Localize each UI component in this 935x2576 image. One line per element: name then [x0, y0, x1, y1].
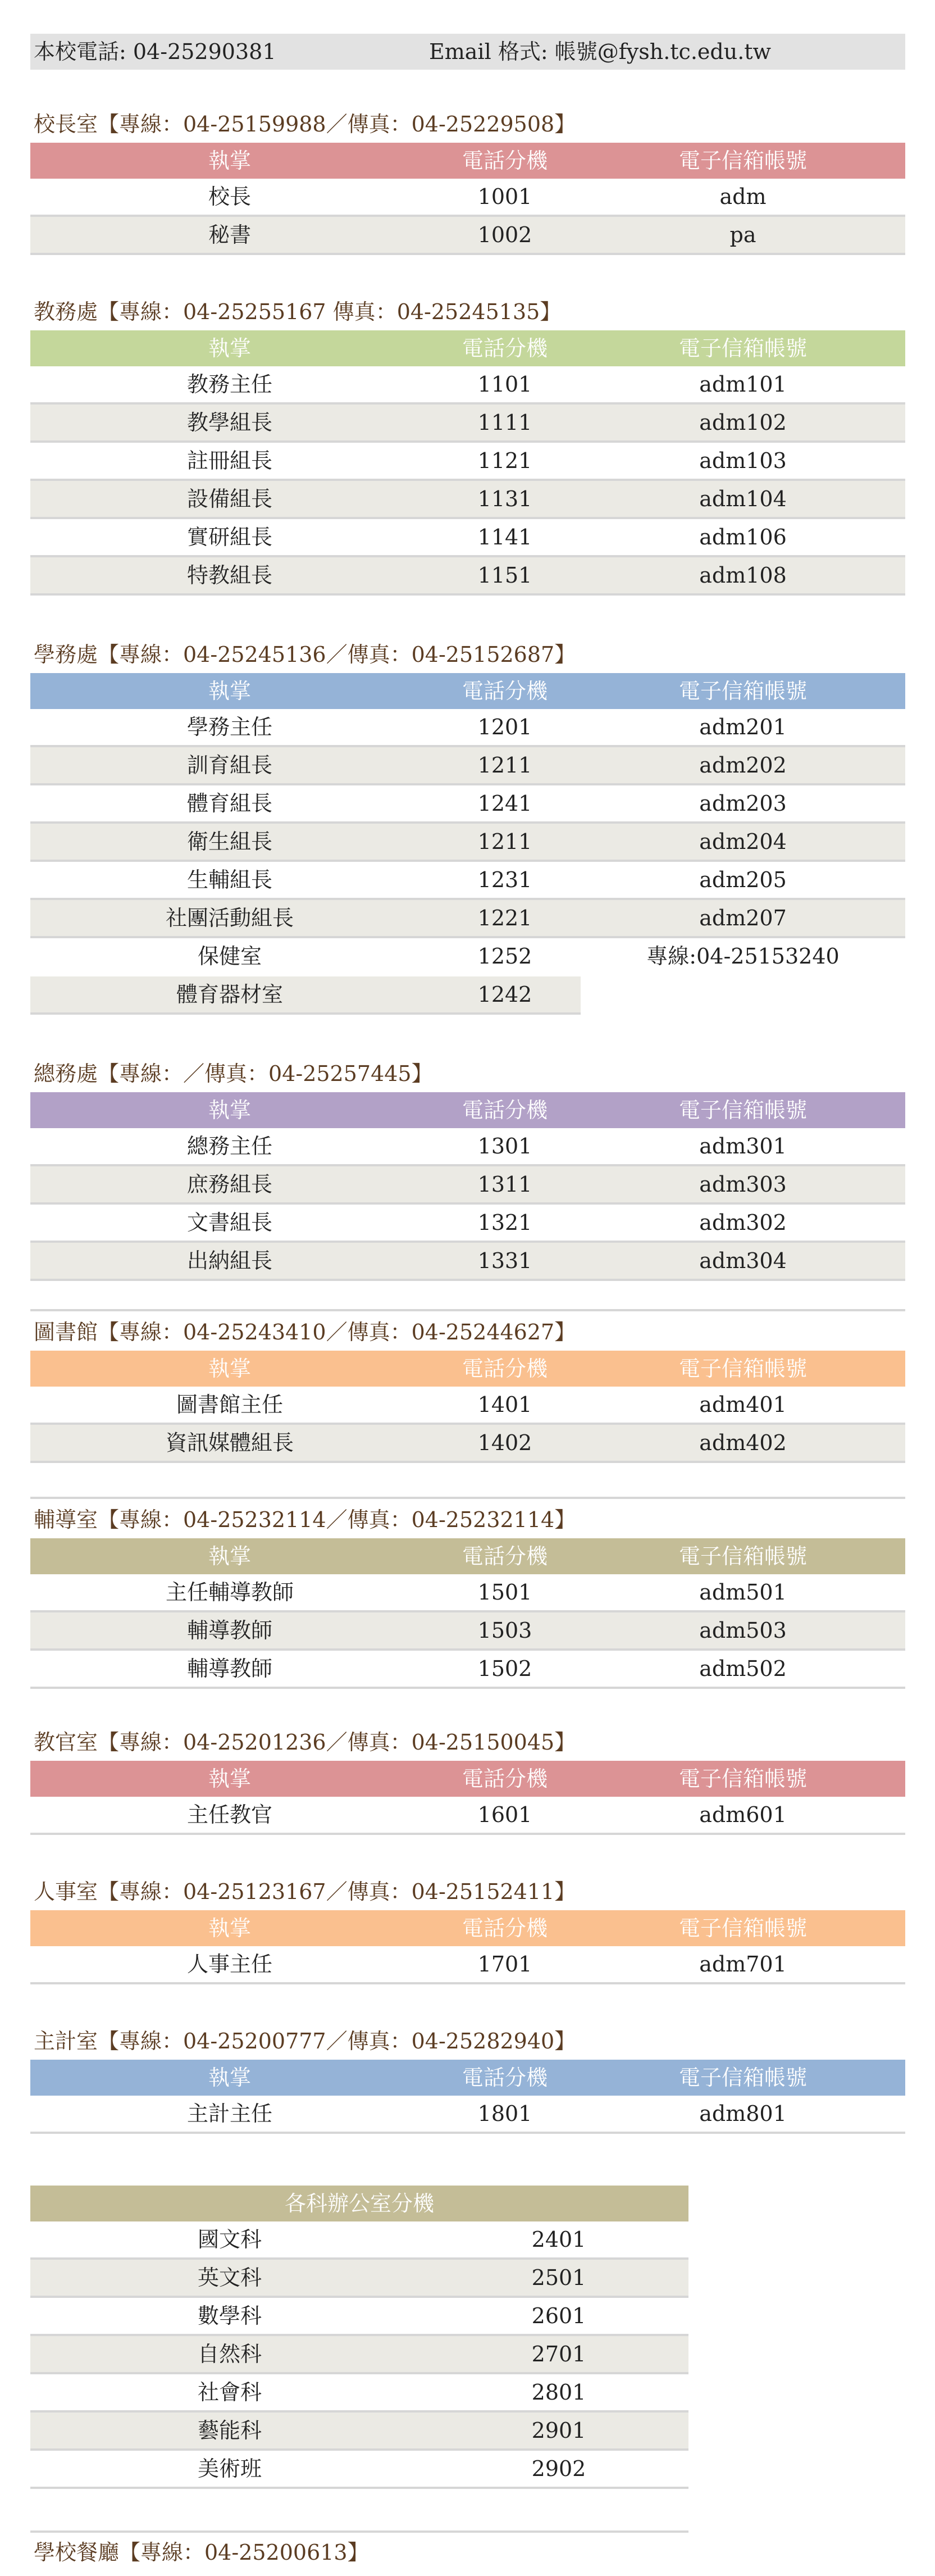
cell-ext: 1151	[477, 563, 532, 588]
cell-ext: 1502	[477, 1656, 532, 1681]
table-row	[30, 217, 905, 255]
divider	[30, 1309, 905, 1311]
cell-role: 輔導教師	[186, 1656, 272, 1681]
table-row	[30, 976, 905, 1015]
col-role-header: 執掌	[208, 1916, 251, 1941]
cell-mail: adm401	[699, 1392, 787, 1417]
cell-role: 學務主任	[186, 715, 272, 739]
col-role-header: 執掌	[208, 1098, 251, 1123]
table-row	[30, 2451, 688, 2489]
cell-mail: adm801	[699, 2101, 787, 2126]
cell-ext: 1001	[477, 184, 532, 209]
table-academic	[30, 330, 905, 596]
cell-ext: 1231	[477, 867, 532, 892]
col-mail-header: 電子信箱帳號	[678, 148, 807, 173]
cell-role: 圖書館主任	[176, 1392, 283, 1417]
section-title-personnel: 人事室【專線：04-25123167／傳真：04-25152411】	[34, 1879, 576, 1904]
cell-mail: 專線:04-25153240	[646, 944, 840, 969]
cell-ext: 2701	[531, 2342, 586, 2366]
cell-ext: 2901	[531, 2418, 586, 2443]
cell-role: 生輔組長	[186, 867, 272, 892]
cell-mail: adm601	[699, 1802, 787, 1827]
table-row	[30, 2298, 688, 2336]
col-role-header: 執掌	[208, 1356, 251, 1381]
cell-mail: adm503	[699, 1618, 787, 1643]
section-title-cafeteria: 學校餐廳【專線：04-25200613】	[34, 2540, 369, 2565]
col-ext-header: 電話分機	[462, 1766, 548, 1791]
cell-mail: adm207	[699, 906, 787, 930]
cell-ext: 2601	[531, 2304, 586, 2328]
cell-role: 體育組長	[186, 791, 272, 816]
section-title-military: 教官室【專線：04-25201236／傳真：04-25150045】	[34, 1730, 576, 1755]
cell-ext: 1701	[477, 1952, 532, 1977]
divider	[30, 1497, 905, 1499]
table-header	[30, 143, 905, 179]
cell-ext: 1201	[477, 715, 532, 739]
table-row	[30, 2096, 905, 2134]
cell-role: 特教組長	[186, 563, 272, 588]
cell-ext: 1101	[477, 372, 532, 397]
table-row	[30, 785, 905, 824]
cell-role: 資訊媒體組長	[165, 1430, 294, 1455]
table-row	[30, 557, 905, 596]
cell-mail: adm106	[699, 525, 787, 549]
cell-mail: adm201	[699, 715, 787, 739]
cell-role: 總務主任	[186, 1134, 272, 1158]
cell-mail: adm108	[699, 563, 787, 588]
cell-ext: 1211	[477, 753, 532, 778]
table-library	[30, 1351, 905, 1463]
cell-ext: 1321	[477, 1210, 532, 1235]
col-mail-header: 電子信箱帳號	[678, 1916, 807, 1941]
table-row	[30, 1387, 905, 1425]
table-row	[30, 1243, 905, 1281]
cell-ext: 1252	[477, 944, 532, 969]
section-title-principal: 校長室【專線：04-25159988／傳真：04-25229508】	[34, 112, 576, 137]
table-row	[30, 862, 905, 900]
cell-mail: adm502	[699, 1656, 787, 1681]
table-row	[30, 1797, 905, 1835]
subjects-title: 各科辦公室分機	[284, 2191, 434, 2216]
col-ext-header: 電話分機	[462, 679, 548, 703]
cell-mail: adm203	[699, 791, 787, 816]
cell-role: 自然科	[197, 2342, 262, 2366]
cell-role: 衛生組長	[186, 829, 272, 854]
cell-ext: 1141	[477, 525, 532, 549]
cell-mail: adm303	[699, 1172, 787, 1197]
col-ext-header: 電話分機	[462, 1544, 548, 1569]
cell-ext: 1242	[429, 976, 581, 1015]
table-header	[30, 330, 905, 366]
cell-ext: 1331	[477, 1248, 532, 1273]
col-role-header: 執掌	[208, 148, 251, 173]
table-principal	[30, 143, 905, 255]
table-row	[30, 1205, 905, 1243]
table-row	[30, 1425, 905, 1463]
cell-ext: 1221	[477, 906, 532, 930]
col-mail-header: 電子信箱帳號	[678, 679, 807, 703]
cell-ext: 2801	[531, 2380, 586, 2405]
cell-mail: adm301	[699, 1134, 787, 1158]
cell-ext: 2902	[531, 2456, 586, 2481]
table-general	[30, 1092, 905, 1281]
table-row	[30, 938, 905, 976]
cell-role: 體育器材室	[30, 976, 429, 1015]
cell-mail: adm102	[699, 410, 787, 435]
table-row	[30, 2336, 688, 2374]
section-title-academic: 教務處【專線：04-25255167 傳真：04-25245135】	[34, 299, 562, 324]
cell-ext: 1211	[477, 829, 532, 854]
cell-role: 英文科	[197, 2265, 262, 2290]
cell-mail: adm204	[699, 829, 787, 854]
table-row	[30, 709, 905, 747]
table-header	[30, 1092, 905, 1128]
cell-role: 美術班	[197, 2456, 262, 2481]
table-row	[30, 2374, 688, 2413]
table-row	[30, 519, 905, 557]
cell-ext: 1402	[477, 1430, 532, 1455]
table-header	[30, 1538, 905, 1574]
cell-ext: 1401	[477, 1392, 532, 1417]
section-title-general: 總務處【專線：／傳真：04-25257445】	[34, 1061, 433, 1086]
table-row	[30, 1651, 905, 1689]
cell-role: 教務主任	[186, 372, 272, 397]
cell-role: 秘書	[208, 222, 251, 247]
cell-role: 庶務組長	[186, 1172, 272, 1197]
table-military	[30, 1761, 905, 1835]
table-row	[30, 1946, 905, 1984]
col-ext-header: 電話分機	[462, 336, 548, 361]
col-role-header: 執掌	[208, 336, 251, 361]
cell-ext: 1131	[477, 487, 532, 511]
cell-ext: 2501	[531, 2265, 586, 2290]
cell-ext: 1121	[477, 448, 532, 473]
cell-ext: 1503	[477, 1618, 532, 1643]
col-ext-header: 電話分機	[462, 1916, 548, 1941]
col-mail-header: 電子信箱帳號	[678, 1766, 807, 1791]
cell-role: 藝能科	[197, 2418, 262, 2443]
table-counsel	[30, 1538, 905, 1689]
cell-mail: adm302	[699, 1210, 787, 1235]
cell-role: 社會科	[197, 2380, 262, 2405]
cell-role: 國文科	[197, 2227, 262, 2252]
cell-role: 主任輔導教師	[165, 1580, 294, 1605]
col-role-header: 執掌	[208, 2065, 251, 2090]
cell-ext: 1111	[477, 410, 532, 435]
col-mail-header: 電子信箱帳號	[678, 1544, 807, 1569]
table-header	[30, 1351, 905, 1387]
cell-ext: 1501	[477, 1580, 532, 1605]
col-mail-header: 電子信箱帳號	[678, 1356, 807, 1381]
cell-mail: adm	[719, 184, 767, 209]
section-title-accounting: 主計室【專線：04-25200777／傳真：04-25282940】	[34, 2029, 576, 2053]
table-header	[30, 2186, 688, 2221]
cell-role: 註冊組長	[186, 448, 272, 473]
cell-role: 人事主任	[186, 1952, 272, 1977]
col-role-header: 執掌	[208, 1766, 251, 1791]
table-header	[30, 1910, 905, 1946]
cell-role: 文書組長	[186, 1210, 272, 1235]
cell-mail: adm104	[699, 487, 787, 511]
table-row	[30, 481, 905, 519]
col-ext-header: 電話分機	[462, 2065, 548, 2090]
table-subjects	[30, 2186, 688, 2489]
table-row	[30, 900, 905, 938]
table-header	[30, 2060, 905, 2096]
cell-ext: 1801	[477, 2101, 532, 2126]
col-role-header: 執掌	[208, 1544, 251, 1569]
cell-role: 實研組長	[186, 525, 272, 549]
cell-mail: adm205	[699, 867, 787, 892]
table-row	[30, 824, 905, 862]
table-row	[30, 179, 905, 217]
cell-role: 數學科	[197, 2304, 262, 2328]
table-personnel	[30, 1910, 905, 1984]
cell-mail: adm202	[699, 753, 787, 778]
table-row	[30, 366, 905, 405]
table-row	[30, 1574, 905, 1612]
cell-role: 保健室	[197, 944, 262, 969]
cell-mail: adm101	[699, 372, 787, 397]
col-mail-header: 電子信箱帳號	[678, 2065, 807, 2090]
col-ext-header: 電話分機	[462, 1098, 548, 1123]
section-title-counsel: 輔導室【專線：04-25232114／傳真：04-25232114】	[34, 1507, 576, 1532]
cell-role: 出納組長	[186, 1248, 272, 1273]
section-title-library: 圖書館【專線：04-25243410／傳真：04-25244627】	[34, 1320, 576, 1344]
cell-mail: adm701	[699, 1952, 787, 1977]
table-row	[30, 405, 905, 443]
cell-mail: pa	[729, 222, 756, 247]
school-phone: 本校電話: 04-25290381	[34, 39, 276, 64]
table-row	[30, 2221, 688, 2260]
table-header	[30, 1761, 905, 1797]
table-row	[30, 747, 905, 785]
table-row	[30, 2413, 688, 2451]
table-row	[30, 443, 905, 481]
cell-ext: 1002	[477, 222, 532, 247]
cell-role: 輔導教師	[186, 1618, 272, 1643]
table-student	[30, 673, 905, 1015]
cell-role: 教學組長	[186, 410, 272, 435]
cell-role: 主計主任	[186, 2101, 272, 2126]
cell-role: 設備組長	[186, 487, 272, 511]
cell-mail: adm304	[699, 1248, 787, 1273]
col-ext-header: 電話分機	[462, 148, 548, 173]
cell-mail	[581, 976, 905, 1015]
cell-mail: adm501	[699, 1580, 787, 1605]
table-row	[30, 1128, 905, 1166]
cell-mail: adm402	[699, 1430, 787, 1455]
col-mail-header: 電子信箱帳號	[678, 336, 807, 361]
cell-ext: 1311	[477, 1172, 532, 1197]
cell-ext: 1301	[477, 1134, 532, 1158]
col-ext-header: 電話分機	[462, 1356, 548, 1381]
cell-role: 訓育組長	[186, 753, 272, 778]
table-row	[30, 1612, 905, 1651]
table-row	[30, 2260, 688, 2298]
cell-role: 社團活動組長	[165, 906, 294, 930]
col-mail-header: 電子信箱帳號	[678, 1098, 807, 1123]
cell-ext: 1241	[477, 791, 532, 816]
cell-role: 主任教官	[186, 1802, 272, 1827]
divider	[30, 2530, 688, 2533]
table-row	[30, 1166, 905, 1205]
cell-ext: 1601	[477, 1802, 532, 1827]
school-info-bar	[30, 34, 905, 70]
cell-mail: adm103	[699, 448, 787, 473]
section-title-student: 學務處【專線：04-25245136／傳真：04-25152687】	[34, 642, 576, 667]
col-role-header: 執掌	[208, 679, 251, 703]
cell-role: 校長	[208, 184, 251, 209]
email-format: Email 格式: 帳號@fysh.tc.edu.tw	[429, 39, 772, 64]
table-header	[30, 673, 905, 709]
cell-ext: 2401	[531, 2227, 586, 2252]
table-accounting	[30, 2060, 905, 2134]
